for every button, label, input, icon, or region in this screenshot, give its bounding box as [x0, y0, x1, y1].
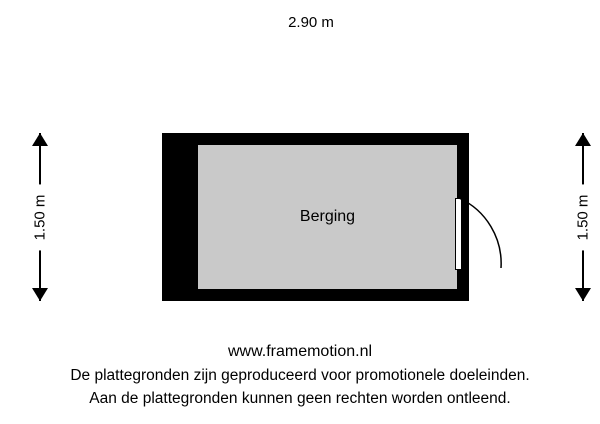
dimension-height-right: [563, 133, 600, 301]
dimension-height-left-label-wrap: [20, 133, 60, 301]
dimension-width-label: 2.90 m: [278, 14, 344, 31]
dimension-height-right-label: 1.50 m: [575, 184, 592, 250]
door-swing-arc-icon: [455, 198, 505, 278]
dimension-height-right-label-wrap: [563, 133, 600, 301]
floorplan-corner-notch: [162, 133, 198, 201]
dimension-height-left-label: 1.50 m: [32, 184, 49, 250]
door-symbol: [455, 198, 505, 278]
dimension-width-label-wrap: [170, 8, 452, 38]
footer-disclaimer-line-1: De plattegronden zijn geproduceerd voor promotionele doeleinden.: [70, 367, 530, 384]
dimension-height-left: [20, 133, 60, 301]
dimension-width: [170, 8, 452, 38]
room-label-wrap: [198, 145, 457, 289]
room-label: Berging: [299, 208, 356, 225]
footer-website: www.framemotion.nl: [227, 343, 373, 360]
footer: [0, 340, 600, 410]
footer-disclaimer-line-2: Aan de plattegronden kunnen geen rechten worden ontleend.: [89, 390, 511, 407]
floorplan-shape: [162, 133, 469, 301]
